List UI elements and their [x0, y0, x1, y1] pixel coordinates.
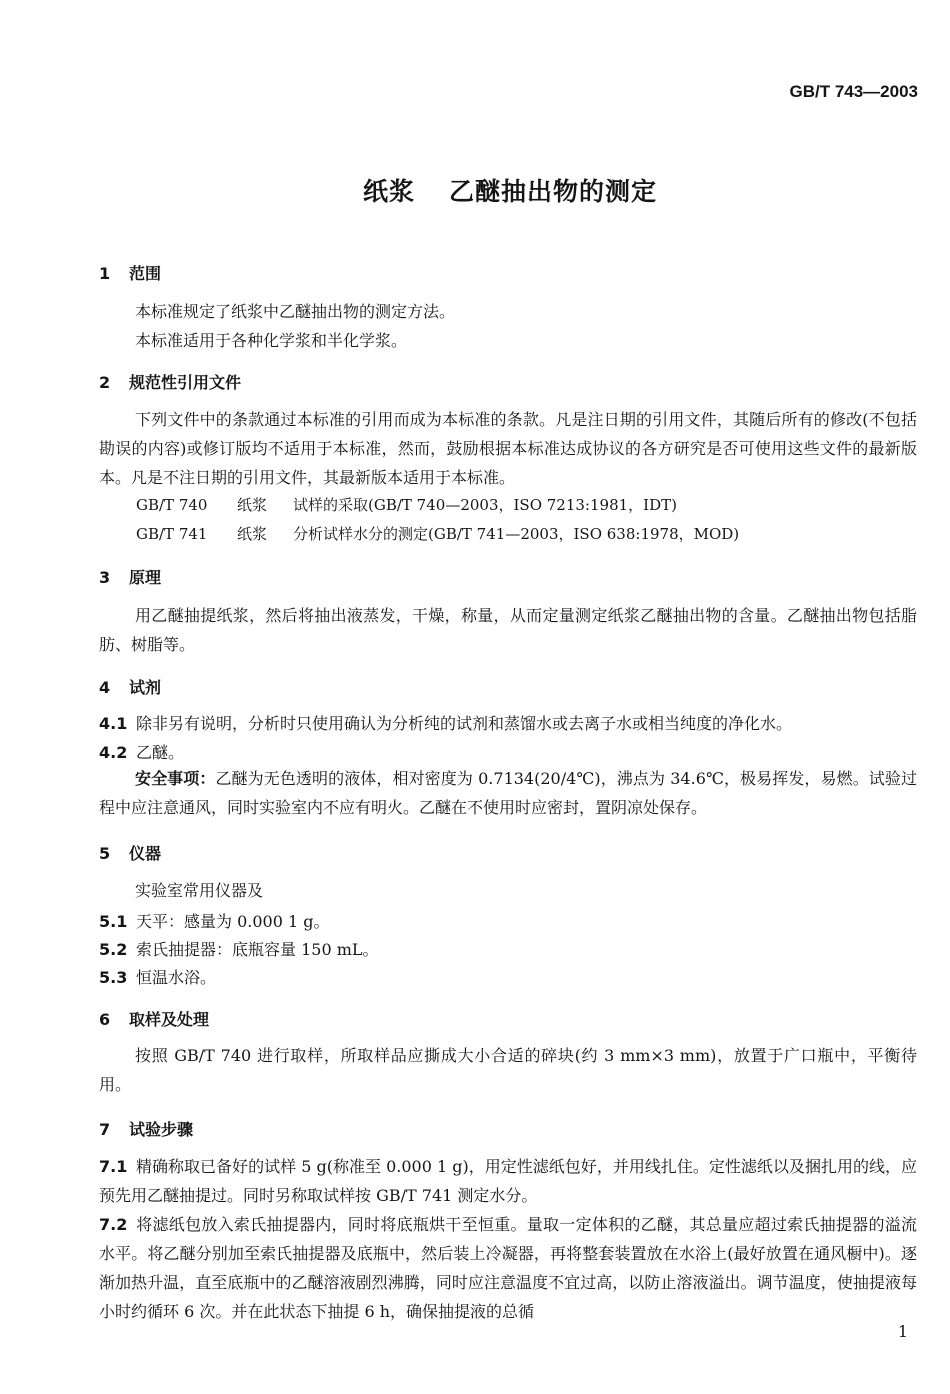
- section-4-heading: 4 试剂: [99, 678, 162, 697]
- section-6-heading: 6 取样及处理: [99, 1010, 210, 1029]
- item-7-2: 7.2 将滤纸包放入索氏抽提器内，同时将底瓶烘干至恒重。量取一定体积的乙醚，其总量应超过索氏抽提器的溢流水平。将乙醚分别加至索氏抽提器及底瓶中，然后装上冷凝器，再将整套装置放在水浴上(最好放置在通风橱中)。逐渐加热升温，直至底瓶中的乙醚溶液剧烈沸腾，同时应注意温度不宜过高，以防止溶液溢出。调节温度，使抽提液每小时约循环 6 次。并在此状态下抽提 6 h，确保抽提液的总循: [99, 1215, 917, 1321]
- section-3-heading: 3 原理: [99, 568, 162, 587]
- safety-label: 安全事项：: [135, 769, 216, 788]
- item-5-2: 5.2 索氏抽提器：底瓶容量 150 mL。: [99, 940, 379, 959]
- standard-number: GB/T 743—2003: [789, 82, 918, 101]
- section-5-intro: 实验室常用仪器及: [135, 881, 264, 900]
- section-1-para-2: 本标准适用于各种化学浆和半化学浆。: [135, 331, 408, 350]
- item-4-1: 4.1 除非另有说明，分析时只使用确认为分析纯的试剂和蒸馏水或去离子水或相当纯度的净化水。: [99, 714, 793, 733]
- item-5-1: 5.1 天平：感量为 0.000 1 g。: [99, 912, 330, 931]
- page-number: 1: [897, 1322, 908, 1341]
- item-4-2: 4.2 乙醚。: [99, 743, 185, 762]
- section-3-para-1: 用乙醚抽提纸浆，然后将抽出液蒸发，干燥，称量，从而定量测定纸浆乙醚抽出物的含量。乙醚抽出物包括脂肪、树脂等。: [99, 606, 917, 654]
- reference-1: GB/T 740 纸浆 试样的采取(GB/T 740—2003，ISO 7213:1981，IDT): [136, 496, 677, 514]
- section-1-heading: 1 范围: [99, 264, 162, 283]
- item-7-1: 7.1 精确称取已备好的试样 5 g(称准至 0.000 1 g)，用定性滤纸包好，并用线扎住。定性滤纸以及捆扎用的线，应预先用乙醚抽提过。同时另称取试样按 GB/T 741 测定水分。: [99, 1157, 917, 1205]
- reference-2: GB/T 741 纸浆 分析试样水分的测定(GB/T 741—2003，ISO 638:1978，MOD): [136, 525, 740, 543]
- page-title: [0, 172, 950, 208]
- title-part2: 乙醚抽出物的测定: [449, 177, 658, 206]
- title-part1: 纸浆: [362, 177, 415, 206]
- section-2-heading: 2 规范性引用文件: [99, 373, 242, 392]
- safety-note: 安全事项：乙醚为无色透明的液体，相对密度为 0.7134(20/4℃)，沸点为 34.6℃，极易挥发，易燃。试验过程中应注意通风，同时实验室内不应有明火。乙醚在不使用时应密封，置阴凉处保存。: [99, 769, 917, 817]
- section-7-heading: 7 试验步骤: [99, 1120, 194, 1139]
- section-6-para-1: 按照 GB/T 740 进行取样，所取样品应撕成大小合适的碎块(约 3 mm×3 mm)，放置于广口瓶中，平衡待用。: [99, 1046, 917, 1094]
- section-2-para-1: 下列文件中的条款通过本标准的引用而成为本标准的条款。凡是注日期的引用文件，其随后所有的修改(不包括勘误的内容)或修订版均不适用于本标准，然而，鼓励根据本标准达成协议的各方研究是否可使用这些文件的最新版本。凡是不注日期的引用文件，其最新版本适用于本标准。: [99, 410, 917, 487]
- section-1-para-1: 本标准规定了纸浆中乙醚抽出物的测定方法。: [135, 302, 456, 321]
- item-5-3: 5.3 恒温水浴。: [99, 968, 217, 987]
- section-5-heading: 5 仪器: [99, 844, 162, 863]
